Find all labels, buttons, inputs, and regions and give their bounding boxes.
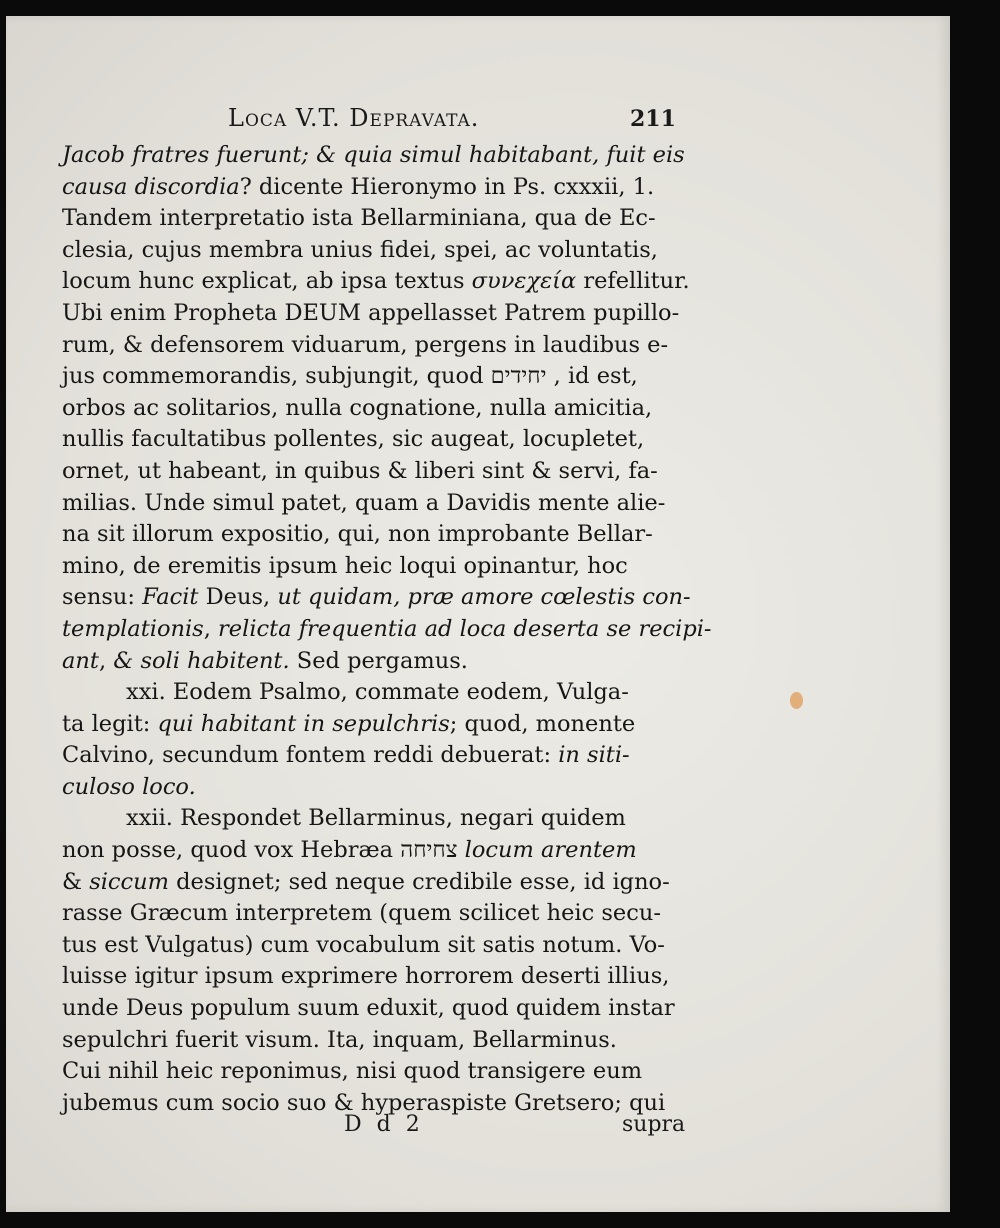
roman-text: Ubi enim Propheta DEUM appellasset Patrem pupillo- bbox=[62, 299, 680, 326]
roman-text: milias. Unde simul patet, quam a Davidis mente alie- bbox=[62, 489, 666, 516]
roman-text: ta legit: bbox=[62, 710, 158, 737]
page-footer bbox=[6, 1110, 950, 1146]
catchword: supra bbox=[622, 1112, 686, 1137]
text-line bbox=[62, 614, 712, 646]
roman-text: refellitur. bbox=[576, 268, 690, 295]
italic-text: relicta frequentia ad loca deserta se recipi- bbox=[218, 615, 712, 642]
italic-text: qui habitant in sepulchris bbox=[157, 710, 450, 737]
roman-text: xxi. Eodem Psalmo, commate eodem, Vulga- bbox=[126, 679, 629, 706]
roman-text: non posse, quod vox Hebræa צחיחה bbox=[62, 837, 465, 864]
italic-text: culoso loco. bbox=[62, 773, 196, 800]
italic-text: templationis bbox=[62, 615, 204, 642]
text-line bbox=[62, 172, 702, 204]
roman-text: luisse igitur ipsum exprimere horrorem deserti illius, bbox=[62, 963, 670, 990]
book-page bbox=[6, 16, 950, 1212]
italic-text: causa discordia bbox=[62, 173, 240, 200]
roman-text: ornet, ut habeant, in quibus & liberi sint & servi, fa- bbox=[62, 457, 658, 484]
text-line bbox=[62, 266, 702, 298]
text-line bbox=[62, 740, 702, 772]
roman-text: , bbox=[203, 615, 219, 642]
running-title: Loca V.T. Depravata. bbox=[228, 104, 480, 132]
text-line bbox=[62, 867, 702, 899]
text-line bbox=[62, 519, 702, 551]
text-line bbox=[62, 1025, 702, 1057]
text-line bbox=[62, 772, 702, 804]
italic-text: locum arentem bbox=[464, 837, 637, 864]
roman-text: unde Deus populum suum eduxit, quod quidem instar bbox=[62, 995, 675, 1022]
italic-text: ut quidam, præ amore cœlestis con- bbox=[277, 584, 691, 611]
text-line bbox=[62, 203, 702, 235]
roman-text: Sed pergamus. bbox=[289, 647, 468, 674]
roman-text: & bbox=[62, 868, 90, 895]
text-line bbox=[62, 646, 702, 678]
text-line bbox=[62, 993, 702, 1025]
roman-text: mino, de eremitis ipsum heic loqui opinantur, hoc bbox=[62, 552, 628, 579]
roman-text: Cui nihil heic reponimus, nisi quod transigere eum bbox=[62, 1058, 643, 1085]
roman-text: Calvino, secundum fontem reddi debuerat: bbox=[62, 742, 559, 769]
text-line bbox=[62, 930, 702, 962]
text-line bbox=[62, 551, 702, 583]
text-line bbox=[62, 393, 702, 425]
roman-text: jubemus cum socio suo & hyperaspiste Gretsero; qui bbox=[62, 1089, 666, 1116]
italic-text: Jacob fratres fuerunt; & quia simul habitabant, fuit eis bbox=[62, 142, 685, 168]
text-line bbox=[62, 330, 702, 362]
roman-text: designet; sed neque credibile esse, id igno- bbox=[168, 868, 670, 895]
italic-text: & soli habitent. bbox=[113, 647, 290, 674]
text-line bbox=[62, 1056, 702, 1088]
roman-text: Tandem interpretatio ista Bellarminiana, qua de Ec- bbox=[62, 205, 656, 232]
roman-text: orbos ac solitarios, nulla cognatione, nulla amicitia, bbox=[62, 394, 653, 421]
roman-text: , bbox=[98, 647, 114, 674]
text-line bbox=[62, 456, 702, 488]
roman-text: ; quod, monente bbox=[449, 710, 636, 737]
roman-text: na sit illorum expositio, qui, non improbante Bellar- bbox=[62, 521, 653, 548]
text-line bbox=[62, 835, 702, 867]
roman-text: rasse Græcum interpretem (quem scilicet heic secu- bbox=[62, 900, 661, 927]
roman-text: ? dicente Hieronymo in Ps. cxxxii, 1. bbox=[239, 173, 655, 200]
roman-text: rum, & defensorem viduarum, pergens in laudibus e- bbox=[62, 331, 669, 358]
text-line bbox=[62, 803, 702, 835]
roman-text: Deus, bbox=[198, 584, 278, 611]
text-line bbox=[62, 235, 702, 267]
text-line bbox=[62, 140, 702, 172]
text-line bbox=[62, 709, 702, 741]
text-line bbox=[62, 582, 702, 614]
text-line bbox=[62, 677, 702, 709]
signature-mark: D d 2 bbox=[344, 1112, 424, 1137]
roman-text: jus commemorandis, subjungit, quod יחידים , id est, bbox=[62, 363, 638, 390]
text-line bbox=[62, 298, 702, 330]
roman-text: xxii. Respondet Bellarminus, negari quidem bbox=[126, 805, 626, 832]
body-text bbox=[62, 140, 712, 1119]
page-header bbox=[6, 96, 950, 136]
roman-text: clesia, cujus membra unius fidei, spei, ac voluntatis, bbox=[62, 236, 658, 263]
roman-text: sensu: bbox=[62, 584, 143, 611]
roman-text: sepulchri fuerit visum. Ita, inquam, Bellarminus. bbox=[62, 1026, 617, 1053]
text-line bbox=[62, 898, 702, 930]
roman-text: nullis facultatibus pollentes, sic augeat, locupletet, bbox=[62, 426, 645, 453]
roman-text: locum hunc explicat, ab ipsa textus bbox=[62, 268, 472, 295]
italic-text: siccum bbox=[89, 868, 169, 895]
italic-text: in siti- bbox=[558, 742, 630, 769]
italic-text: συνεχεία bbox=[471, 268, 577, 295]
page-number: 211 bbox=[630, 106, 676, 132]
paper-stain bbox=[790, 692, 803, 709]
italic-text: Facit bbox=[142, 584, 199, 611]
roman-text: tus est Vulgatus) cum vocabulum sit satis notum. Vo- bbox=[62, 931, 665, 958]
italic-text: ant bbox=[62, 647, 99, 674]
text-line bbox=[62, 961, 702, 993]
text-line bbox=[62, 424, 702, 456]
text-line bbox=[62, 488, 702, 520]
text-line bbox=[62, 361, 702, 393]
